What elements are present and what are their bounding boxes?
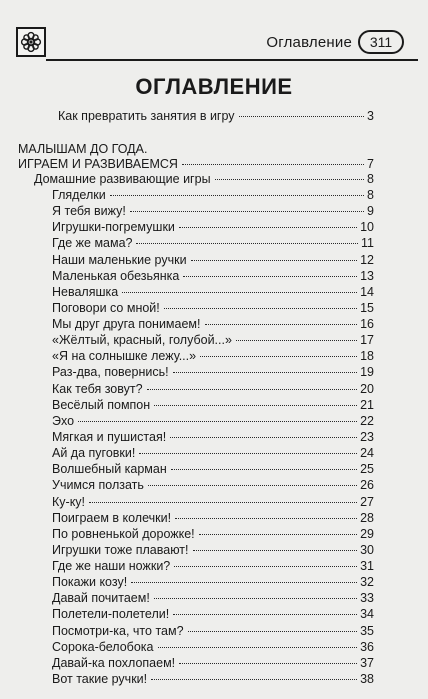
toc-entry-title: Покажи козу! xyxy=(52,575,128,590)
toc-entry[interactable] xyxy=(52,382,374,396)
toc-entry[interactable] xyxy=(52,624,374,638)
toc-entry[interactable] xyxy=(52,188,374,202)
toc-entry[interactable] xyxy=(52,559,374,573)
toc-entry-page: 14 xyxy=(360,284,374,299)
toc-entry-page: 33 xyxy=(360,591,374,606)
toc-entry-page: 7 xyxy=(367,157,374,171)
toc-entry-page: 26 xyxy=(360,478,374,493)
leader-dots xyxy=(239,116,364,117)
leader-dots xyxy=(147,389,358,390)
toc-entry-page: 23 xyxy=(360,429,374,444)
leader-dots xyxy=(89,502,357,503)
toc-entry-page: 27 xyxy=(360,494,374,509)
toc-entry-title: Как превратить занятия в игру xyxy=(58,109,235,123)
leader-dots xyxy=(215,179,364,180)
toc-entry-page: 18 xyxy=(360,349,374,364)
toc-entry-title: Маленькая обезьянка xyxy=(52,268,180,283)
toc-entry-page: 3 xyxy=(367,109,374,123)
toc-entry-page: 17 xyxy=(360,333,374,348)
toc-entry-page: 37 xyxy=(360,655,374,670)
leader-dots xyxy=(199,534,357,535)
toc-entry-page: 34 xyxy=(360,607,374,622)
flower-icon xyxy=(20,31,42,53)
toc-entry[interactable] xyxy=(52,398,374,412)
toc-entry-title: Ай да пуговки! xyxy=(52,446,136,461)
leader-dots xyxy=(164,308,357,309)
leader-dots xyxy=(171,469,357,470)
header-rule xyxy=(46,59,418,61)
leader-dots xyxy=(191,260,358,261)
toc-entry[interactable] xyxy=(52,317,374,331)
leader-dots xyxy=(136,243,358,244)
leader-dots xyxy=(130,211,364,212)
leader-dots xyxy=(179,227,357,228)
toc-entry-title: Как тебя зовут? xyxy=(52,381,143,396)
toc-entry-title: Игрушки тоже плавают! xyxy=(52,542,189,557)
toc-entry-title: Волшебный карман xyxy=(52,462,167,477)
leader-dots xyxy=(148,485,357,486)
toc-entry-page: 20 xyxy=(360,381,374,396)
leader-dots xyxy=(174,566,357,567)
toc-entry-page: 21 xyxy=(360,397,374,412)
toc-entry-title: Неваляшка xyxy=(52,284,119,299)
leader-dots xyxy=(110,195,364,196)
toc-entry-title: Я тебя вижу! xyxy=(52,204,126,219)
leader-dots xyxy=(175,518,357,519)
leader-dots xyxy=(188,631,358,632)
toc-entry-page: 28 xyxy=(360,510,374,525)
toc-entry-title: Сорока-белобока xyxy=(52,639,154,654)
leader-dots xyxy=(183,276,357,277)
toc-entry[interactable] xyxy=(52,543,374,557)
toc-entry-page: 36 xyxy=(360,639,374,654)
toc-entry-page: 8 xyxy=(367,172,374,186)
toc-entry-title: Учимся ползать xyxy=(52,478,144,493)
toc-entry[interactable] xyxy=(52,656,374,670)
leader-dots xyxy=(154,598,357,599)
toc-entry[interactable] xyxy=(52,414,374,428)
leader-dots xyxy=(236,340,357,341)
toc-entry[interactable] xyxy=(52,236,374,250)
toc-entry-page: 22 xyxy=(360,413,374,428)
leader-dots xyxy=(170,437,357,438)
toc-entry-title: «Жёлтый, красный, голубой...» xyxy=(52,333,232,348)
toc-entry[interactable] xyxy=(52,462,374,476)
toc-entry[interactable] xyxy=(52,446,374,460)
toc-entry[interactable] xyxy=(52,220,374,234)
toc-entry-page: 19 xyxy=(360,365,374,380)
logo xyxy=(16,27,46,57)
toc-entry[interactable] xyxy=(52,349,374,363)
toc-entry-page: 8 xyxy=(367,188,374,202)
header-title: Оглавление xyxy=(266,34,352,51)
toc-entry-page: 13 xyxy=(360,268,374,283)
toc-entry-page: 11 xyxy=(361,236,374,251)
toc-entry[interactable] xyxy=(52,204,374,218)
toc-entry-title: Мы друг друга понимаем! xyxy=(52,317,201,331)
toc-entry-title: По ровненькой дорожке! xyxy=(52,526,195,541)
toc-entry-title: Давай почитаем! xyxy=(52,591,150,606)
toc-entry-page: 15 xyxy=(360,300,374,315)
toc-entry[interactable] xyxy=(52,365,374,379)
toc-entry[interactable] xyxy=(52,575,374,589)
leader-dots xyxy=(200,356,357,357)
toc-entry[interactable] xyxy=(52,591,374,605)
toc-entry-page: 9 xyxy=(367,204,374,219)
toc-entry[interactable] xyxy=(52,640,374,654)
toc-entry[interactable] xyxy=(52,672,374,686)
toc-entry-intro[interactable] xyxy=(58,109,374,123)
toc-entry[interactable] xyxy=(52,511,374,525)
toc-entry[interactable] xyxy=(52,527,374,541)
toc-entry-title: Мягкая и пушистая! xyxy=(52,429,167,444)
toc-entry-title: Поговори со мной! xyxy=(52,300,160,315)
page-title: ОГЛАВЛЕНИЕ xyxy=(135,74,293,99)
toc-entry-title: Где же наши ножки? xyxy=(52,559,171,573)
leader-dots xyxy=(182,164,364,165)
leader-dots xyxy=(158,647,358,648)
toc-entry-title: Весёлый помпон xyxy=(52,397,151,412)
toc-entry-page: 12 xyxy=(360,252,374,267)
toc-entry-page: 31 xyxy=(360,559,374,573)
toc-entry-page: 29 xyxy=(360,526,374,541)
toc-entry-page: 35 xyxy=(360,623,374,638)
toc-entry-title: Вот такие ручки! xyxy=(52,671,148,686)
toc-entry[interactable] xyxy=(52,478,374,492)
toc-entry[interactable] xyxy=(52,269,374,283)
leader-dots xyxy=(151,679,357,680)
toc-entry[interactable] xyxy=(52,253,374,267)
toc-entry-page: 16 xyxy=(360,317,374,331)
toc-entry-title: Полетели-полетели! xyxy=(52,607,170,622)
toc-subsection[interactable] xyxy=(34,172,374,186)
toc-entry-page: 32 xyxy=(360,575,374,590)
toc-entry-title: Наши маленькие ручки xyxy=(52,252,187,267)
toc-entry-title: Гляделки xyxy=(52,188,106,202)
toc-entry-page: 30 xyxy=(360,542,374,557)
subsection-title: Домашние развивающие игры xyxy=(34,172,211,186)
leader-dots xyxy=(139,453,357,454)
section-heading-line1: МАЛЫШАМ ДО ГОДА. xyxy=(18,142,148,156)
toc-entry-title: Раз-два, повернись! xyxy=(52,365,169,380)
leader-dots xyxy=(179,663,357,664)
toc-entry-title: Посмотри-ка, что там? xyxy=(52,623,184,638)
toc-entry-title: Эхо xyxy=(52,413,75,428)
section-heading-line2: ИГРАЕМ И РАЗВИВАЕМСЯ xyxy=(18,157,178,171)
toc-entry-title: Давай-ка похлопаем! xyxy=(52,655,176,670)
toc-entry-page: 38 xyxy=(360,671,374,686)
toc-entry-title: «Я на солнышке лежу...» xyxy=(52,349,197,364)
toc-entry-title: Поиграем в колечки! xyxy=(52,510,172,525)
toc-entry-page: 25 xyxy=(360,462,374,477)
toc-entry[interactable] xyxy=(52,607,374,621)
page-number: 311 xyxy=(358,30,404,54)
toc-entry[interactable] xyxy=(52,430,374,444)
leader-dots xyxy=(193,550,358,551)
toc-entry-title: Игрушки-погремушки xyxy=(52,220,175,235)
toc-entry-title: Где же мама? xyxy=(52,236,133,251)
leader-dots xyxy=(131,582,357,583)
leader-dots xyxy=(78,421,357,422)
running-header xyxy=(10,22,418,62)
toc-section-heading[interactable] xyxy=(18,157,374,171)
toc-entry-page: 10 xyxy=(360,220,374,235)
toc-entry[interactable] xyxy=(52,333,374,347)
toc-entry-title: Ку-ку! xyxy=(52,494,86,509)
toc-entry[interactable] xyxy=(52,301,374,315)
leader-dots xyxy=(154,405,357,406)
leader-dots xyxy=(173,372,358,373)
leader-dots xyxy=(122,292,357,293)
toc-entry[interactable] xyxy=(52,495,374,509)
toc-entry[interactable] xyxy=(52,285,374,299)
leader-dots xyxy=(205,324,358,325)
leader-dots xyxy=(173,614,357,615)
toc-entry-page: 24 xyxy=(360,446,374,461)
